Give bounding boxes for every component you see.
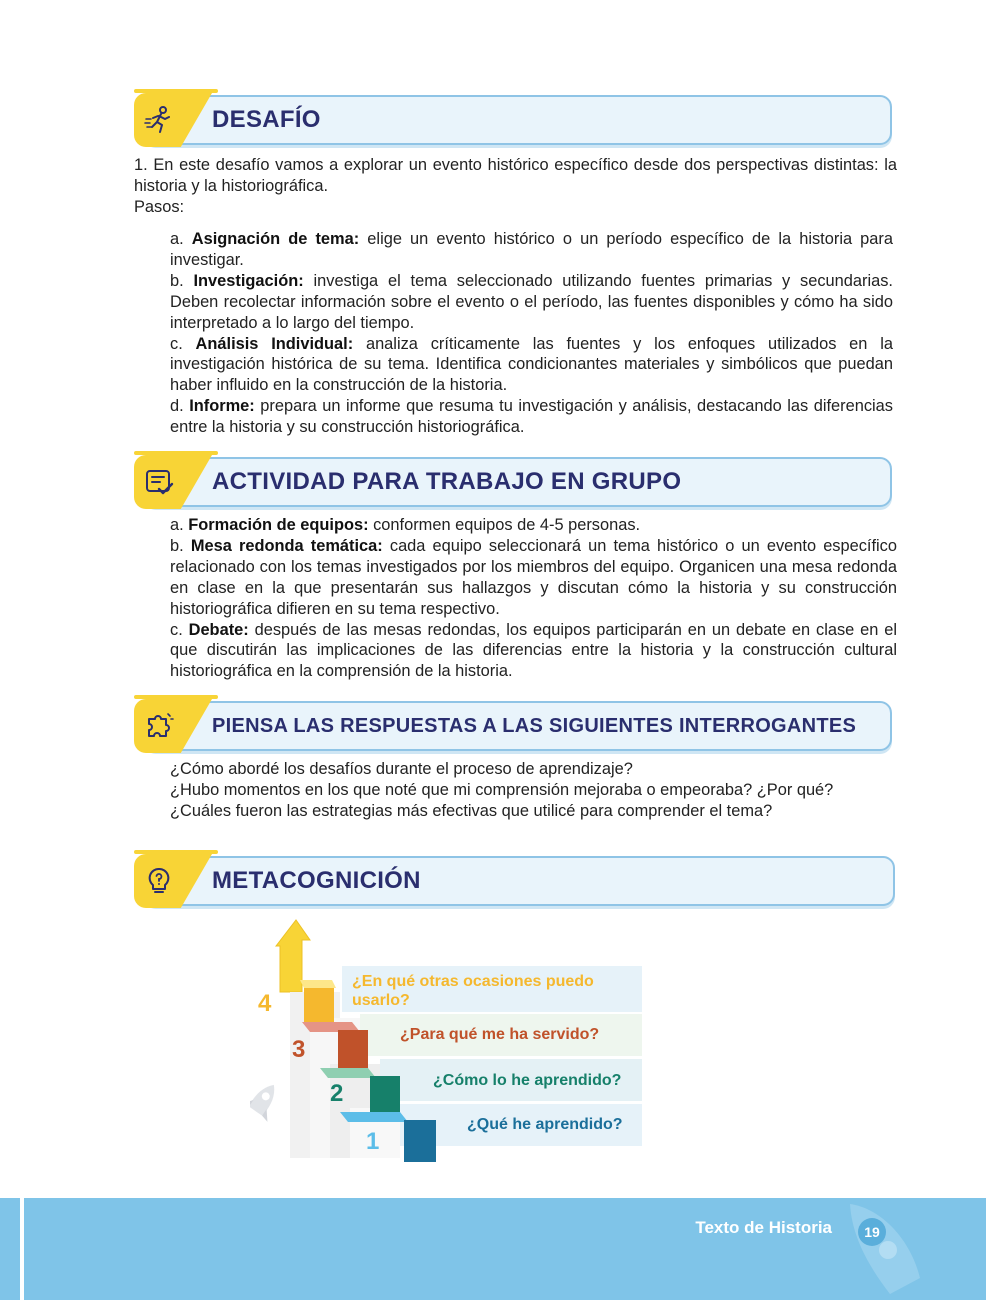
step-question: ¿Para qué me ha servido? — [400, 1026, 600, 1043]
list-item: d. Informe: prepara un informe que resuma tu investigación y análisis, destacando las diferencias entre la historia y su construcción historiográfica. — [170, 397, 893, 437]
desafio-intro — [134, 155, 897, 218]
list-item: ¿Cómo abordé los desafíos durante el proceso de aprendizaje? — [170, 760, 633, 778]
step-number: 1 — [366, 1128, 380, 1155]
step-number: 3 — [292, 1036, 306, 1063]
desafio-steps — [170, 229, 893, 438]
list-item: c. Debate: después de las mesas redondas, los equipos participarán en un debate en clase en el que discutirán las implicaciones de las diferencias entre la historia y la construcción cultural historiográfica en la comprensión de la historia. — [170, 620, 897, 681]
meta-banner — [134, 856, 895, 906]
grupo-steps — [170, 515, 897, 682]
step-4-face — [304, 988, 334, 1024]
step-1-face — [404, 1120, 436, 1162]
list-item: c. Análisis Individual: analiza críticamente las fuentes y los enfoques utilizados en la investigación histórica de su tema. Identifica condicionantes materiales y simbólicos que puedan haber influido en la construcción de la historia. — [170, 334, 893, 395]
desafio-banner — [134, 95, 892, 145]
step-number: 4 — [258, 990, 272, 1017]
step-number: 2 — [330, 1080, 344, 1107]
piensa-questions — [170, 759, 897, 822]
page-footer — [0, 1198, 986, 1300]
banner-tab-line — [134, 451, 218, 455]
step-question: ¿Qué he aprendido? — [467, 1116, 623, 1133]
rocket-icon — [250, 1076, 287, 1122]
banner-tab-line — [134, 850, 218, 854]
step-question: ¿Cómo lo he aprendido? — [433, 1072, 622, 1089]
runner-icon — [144, 105, 174, 135]
list-item: a. Formación de equipos: conformen equipos de 4-5 personas. — [170, 516, 641, 534]
banner-tab-line — [134, 695, 218, 699]
puzzle-icon — [144, 711, 174, 741]
piensa-banner — [134, 701, 892, 751]
list-item: b. Mesa redonda temática: cada equipo seleccionará un tema histórico o un evento específico relacionado con los temas investigados por los miembros del equipo. Organicen una mesa redonda en clase en la que presentarán sus hallazgos y discutan cómo la historia y su construcción historiográfica difieren en su tema respectivo. — [170, 536, 897, 618]
page-number: 19 — [858, 1218, 886, 1246]
piensa-title: PIENSA LAS RESPUESTAS A LAS SIGUIENTES INTERROGANTES — [212, 715, 857, 737]
desafio-pasos: Pasos: — [134, 197, 185, 216]
list-item: ¿Hubo momentos en los que noté que mi comprensión mejoraba o empeoraba? ¿Por qué? — [170, 780, 834, 799]
step-question: ¿En qué otras ocasiones puedo usarlo? — [352, 973, 594, 1009]
footer-edge — [20, 1198, 24, 1300]
step-3-face — [338, 1030, 368, 1070]
meta-title: METACOGNICIÓN — [212, 867, 421, 894]
book-title: Texto de Historia — [695, 1218, 832, 1237]
desafio-title: DESAFÍO — [212, 106, 321, 133]
metacognition-stairs — [250, 918, 650, 1170]
grupo-title: ACTIVIDAD PARA TRABAJO EN GRUPO — [212, 468, 682, 495]
grupo-banner — [134, 457, 892, 507]
rocket-icon — [830, 1198, 940, 1300]
banner-tab-line — [134, 89, 218, 93]
list-item: a. Asignación de tema: elige un evento histórico o un período específico de la historia para investigar. — [170, 230, 893, 269]
list-item: b. Investigación: investiga el tema seleccionado utilizando fuentes primarias y secundarias. Deben recolectar información sobre el evento o el período, las fuentes disponibles y cómo ha sido interpretado a lo largo del tiempo. — [170, 271, 893, 332]
checklist-icon — [144, 467, 174, 497]
list-item: ¿Cuáles fueron las estrategias más efectivas que utilicé para comprender el tema? — [170, 801, 773, 820]
step-2-face — [370, 1076, 400, 1118]
desafio-intro-text: 1. En este desafío vamos a explorar un evento histórico específico desde dos perspectivas distintas: la historia y la historiográfica. — [134, 156, 897, 195]
lightbulb-icon — [144, 866, 174, 896]
